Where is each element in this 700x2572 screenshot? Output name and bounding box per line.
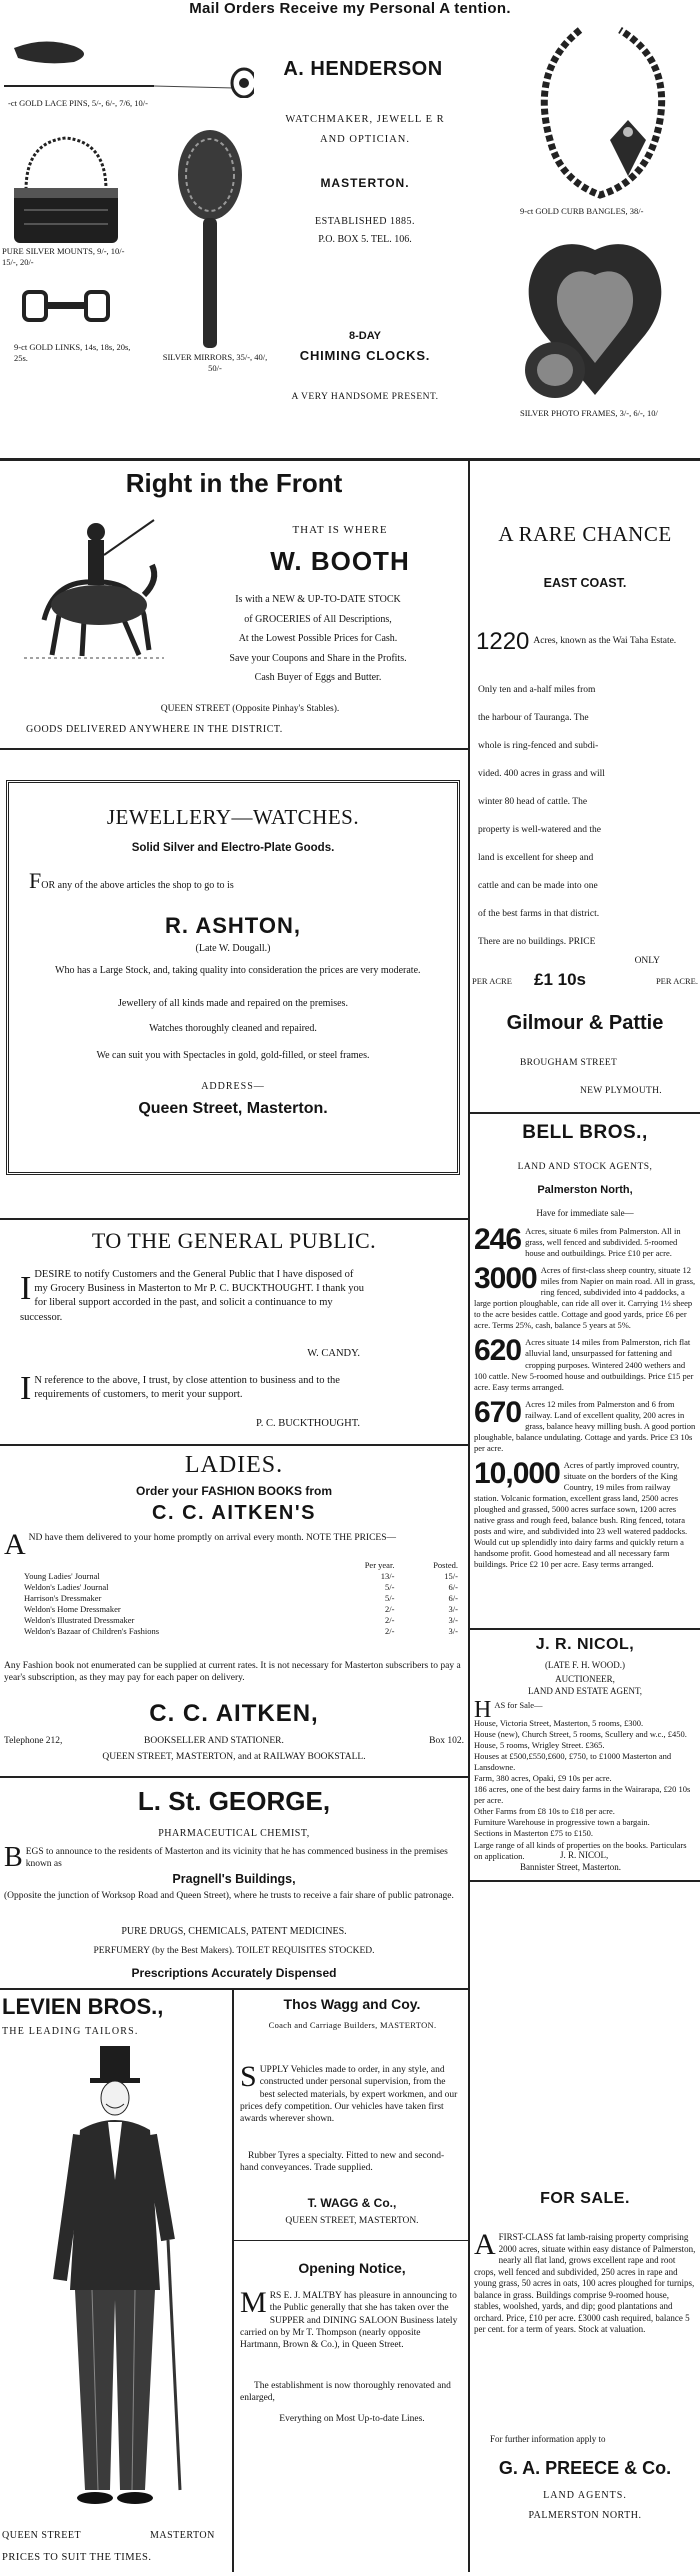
ashton-repair-2: Watches thoroughly cleaned and repaired. — [149, 1022, 317, 1034]
aitken-telephone: Telephone 212, — [4, 1736, 63, 1746]
henderson-banner: Mail Orders Receive my Personal A tention. — [189, 0, 511, 17]
opening-body — [240, 2286, 462, 2352]
aitken-note: Any Fashion book not enumerated can be supplied at current rates. It is not necessary for Masterton subscribers to pay a year's subscription, as they may pay for each paper on delivery. — [4, 1661, 461, 1684]
rare-line: There are no buildings. PRICE — [478, 937, 596, 947]
rare-lead — [476, 630, 694, 654]
henderson-contact: P.O. BOX 5. TEL. 106. — [318, 234, 412, 245]
gold-links-caption: 9-ct GOLD LINKS, 14s, 18s, 20s, 25s. — [14, 342, 131, 364]
levien-address-right: MASTERTON — [150, 2530, 215, 2541]
public-dropcap-2: I — [20, 1370, 32, 1407]
silver-photo-frame-illustration — [505, 235, 690, 410]
henderson-clocks: CHIMING CLOCKS. — [299, 348, 431, 363]
list-item — [474, 1265, 696, 1331]
opening-dropcap: M — [240, 2286, 267, 2319]
aitken-box: Box 102. — [429, 1736, 464, 1746]
preece-trade: LAND AGENTS. — [543, 2490, 627, 2501]
divider — [470, 1112, 700, 1114]
rare-only: ONLY — [634, 956, 660, 966]
booth-line: At the Lowest Possible Prices for Cash. — [238, 633, 398, 644]
opening-up-to-date: Everything on Most Up-to-date Lines. — [279, 2414, 425, 2424]
levien-tag: THE LEADING TAILORS. — [2, 2026, 139, 2037]
levien-prices: PRICES TO SUIT THE TIMES. — [2, 2552, 152, 2563]
ashton-subtitle: Solid Silver and Electro-Plate Goods. — [131, 842, 335, 854]
list-item: House, Victoria Street, Masterton, 5 rooms, £300. — [474, 1718, 644, 1728]
rare-per-acre-left: PER ACRE — [472, 976, 512, 986]
opening-body-text: RS E. J. MALTBY has pleasure in announcing to the Public generally that she has taken over the SUPPER and DINING SALOON Business lately carried on by Mr T. Thompson (nearly opposite Hartmann, Brown & Co.), in Queen Street. — [240, 2291, 458, 2351]
gold-curb-bangle-illustration — [520, 20, 680, 205]
aitken-name-2: C. C. AITKEN, — [149, 1700, 319, 1727]
booth-line: Cash Buyer of Eggs and Butter. — [254, 672, 382, 683]
rare-number: 1220 — [476, 628, 530, 655]
rare-line: Only ten and a-half miles from — [478, 685, 596, 695]
preece-name: G. A. PREECE & Co. — [498, 2458, 672, 2478]
booth-that-is: THAT IS WHERE — [292, 524, 388, 536]
list-item: 186 acres, one of the best dairy farms in the Wairarapa, £20 10s per acre. — [474, 1784, 691, 1806]
public-signature-1: W. CANDY. — [307, 1348, 360, 1359]
ashton-address-label: ADDRESS— — [201, 1080, 265, 1092]
booth-lines — [168, 590, 468, 688]
nicol-trade-2: LAND AND ESTATE AGENT, — [527, 1686, 643, 1696]
rare-town: NEW PLYMOUTH. — [580, 1086, 662, 1096]
book-title: Weldon's Illustrated Dressmaker — [24, 1615, 135, 1626]
list-item: Furniture Warehouse in progressive town a bargain. — [474, 1817, 650, 1828]
divider — [470, 1880, 700, 1882]
book-year: 5/- — [385, 1593, 395, 1604]
nicol-lead-text: AS for Sale— — [494, 1700, 543, 1710]
book-posted: 15/- — [444, 1571, 458, 1582]
wagg-address: QUEEN STREET, MASTERTON. — [285, 2216, 419, 2226]
ashton-late: (Late W. Dougall.) — [195, 943, 271, 954]
levien-name: LEVIEN BROS., — [2, 1994, 164, 2019]
book-year: 13/- — [380, 1571, 395, 1582]
item-text: Acres 12 miles from Palmerston and 6 from railway. Land of excellent quality, 200 acres in grass, balance heavy milling bush. A good portion ploughable, balance undulating. Cottage and yards. Price £3 10s per acre. — [474, 1398, 696, 1453]
booth-headline: Right in the Front — [125, 468, 343, 498]
list-item: Houses at £500,£550,£600, £750, to £1000 Masterton and Lansdowne. — [474, 1751, 672, 1773]
preece-title: FOR SALE. — [540, 2190, 630, 2207]
ashton-name: R. ASHTON, — [165, 913, 301, 938]
silver-mirrors-caption: SILVER MIRRORS, 35/-, 40/, 50/- — [162, 352, 268, 374]
list-item: Sections in Masterton £75 to £150. — [474, 1828, 593, 1839]
table-header-row — [22, 1560, 460, 1571]
divider — [0, 1988, 468, 1990]
book-posted: 3/- — [448, 1615, 458, 1626]
book-title: Weldon's Ladies' Journal — [24, 1582, 109, 1593]
nicol-signature: J. R. NICOL, — [560, 1850, 609, 1860]
table-row — [22, 1604, 460, 1615]
st-george-trade: PHARMACEUTICAL CHEMIST, — [158, 1828, 310, 1839]
booth-line: Is with a NEW & UP-TO-DATE STOCK — [235, 594, 401, 605]
public-para-2 — [20, 1370, 365, 1407]
lace-pins-caption: -ct GOLD LACE PINS, 5/-, 6/-, 7/6, 10/- — [8, 98, 149, 108]
rare-agent: Gilmour & Pattie — [506, 1012, 664, 1034]
henderson-established: ESTABLISHED 1885. — [315, 216, 415, 227]
rare-lines — [478, 676, 696, 956]
preece-body — [474, 2228, 696, 2336]
acre-number: 670 — [474, 1398, 522, 1429]
public-signature-2: P. C. BUCKTHOUGHT. — [256, 1418, 360, 1429]
ashton-address: Queen Street, Masterton. — [138, 1099, 328, 1117]
public-dropcap-1: I — [20, 1270, 32, 1307]
book-title: Weldon's Bazaar of Children's Fashions — [24, 1626, 160, 1637]
st-george-name: L. St. GEORGE, — [137, 1786, 331, 1816]
rare-lead-text: Acres, known as the Wai Taha Estate. — [533, 636, 677, 646]
nicol-trade: AUCTIONEER, — [555, 1674, 615, 1684]
aitken-intro-text: ND have them delivered to your home promptly on arrival every month. NOTE THE PRICES— — [28, 1533, 397, 1543]
st-george-intro-text: EGS to announce to the residents of Masterton and its vicinity that he has commenced business in the premises known as — [25, 1847, 448, 1870]
rare-region: EAST COAST. — [543, 576, 627, 590]
divider — [0, 458, 700, 461]
bell-trade: LAND AND STOCK AGENTS, — [517, 1162, 653, 1172]
ashton-stock: Who has a Large Stock, and, taking quality into consideration the prices are very moderate. — [55, 965, 421, 976]
booth-delivery: GOODS DELIVERED ANYWHERE IN THE DISTRICT. — [26, 724, 283, 735]
public-para-1 — [20, 1268, 365, 1325]
nicol-address: Bannister Street, Masterton. — [520, 1862, 621, 1872]
book-title: Young Ladies' Journal — [24, 1571, 100, 1582]
rare-line: vided. 400 acres in grass and will — [478, 769, 605, 779]
col-posted: Posted. — [433, 1560, 458, 1570]
aitken-contact-row — [4, 1736, 464, 1746]
divider — [234, 2240, 468, 2241]
rare-per-acre-right: PER ACRE. — [655, 976, 698, 986]
nicol-listings — [474, 1718, 696, 1862]
st-george-building: Pragnell's Buildings, — [172, 1872, 296, 1886]
book-title: Weldon's Home Dressmaker — [24, 1604, 121, 1615]
book-year: 2/- — [385, 1604, 395, 1615]
preece-apply: For further information apply to — [490, 2434, 606, 2444]
silver-mount-purse-illustration — [6, 130, 126, 245]
acre-number: 620 — [474, 1337, 522, 1368]
booth-line: Save your Coupons and Share in the Profits. — [229, 652, 407, 664]
item-text: Acres, situate 6 miles from Palmerston. All in grass, well fenced and subdivided. 5-roomed house and outbuildings. Price £10 per acre. — [525, 1226, 681, 1259]
ashton-repair-1: Jewellery of all kinds made and repaired on the premises. — [118, 997, 348, 1009]
preece-town: PALMERSTON NORTH. — [528, 2510, 642, 2521]
levien-address-left: QUEEN STREET — [2, 2530, 82, 2541]
st-george-intro — [4, 1842, 464, 1873]
ashton-dropcap: F — [29, 868, 42, 893]
aitken-title: LADIES. — [184, 1452, 284, 1478]
public-title: TO THE GENERAL PUBLIC. — [91, 1228, 377, 1253]
list-item: Large range of all kinds of properties on the books. Particulars on application. — [474, 1839, 687, 1861]
list-item — [474, 1226, 696, 1259]
henderson-trade: WATCHMAKER, JEWELL E R AND OPTICIAN. — [285, 114, 445, 145]
list-item: House, 5 rooms, Wrigley Street. £365. — [474, 1740, 605, 1751]
henderson-present: A VERY HANDSOME PRESENT. — [291, 392, 439, 402]
nicol-late: (LATE F. H. WOOD.) — [544, 1660, 626, 1670]
wagg-body-text: UPPLY Vehicles made to order, in any style, and constructed under personal supervision, from the best selected materials, by expert workmen, and our prices defy competition. Our vehicles have taken first awards wherever shown. — [240, 2065, 458, 2125]
table-row — [22, 1593, 460, 1604]
booth-name: W. BOOTH — [270, 546, 410, 576]
aitken-trade: BOOKSELLER AND STATIONER. — [144, 1736, 284, 1746]
fashion-books-table — [22, 1560, 460, 1637]
rare-title: A RARE CHANCE — [498, 522, 672, 546]
acre-number: 246 — [474, 1226, 522, 1256]
ashton-intro — [29, 868, 457, 899]
gold-bangles-caption: 9-ct GOLD CURB BANGLES, 38/- — [520, 206, 644, 216]
rare-line: property is well-watered and the — [478, 825, 601, 835]
booth-line: of GROCERIES of All Descriptions, — [244, 613, 392, 625]
acre-number: 10,000 — [474, 1459, 560, 1490]
item-text: Acres situate 14 miles from Palmerston, rich flat alluvial land, unsurpassed for fattening and cropping purposes. Wintered 2400 wethers and 100 cattle. New 5-roomed house and outbuildings. Price £15 per acre. Easy terms arranged. — [474, 1337, 694, 1392]
book-posted: 3/- — [448, 1604, 458, 1615]
list-item: Farm, 380 acres, Opaki, £9 10s per acre. — [474, 1773, 612, 1784]
aitken-dropcap: A — [4, 1528, 26, 1561]
column-divider — [468, 461, 470, 2572]
public-text-1: DESIRE to notify Customers and the General Public that I have disposed of my Grocery Business in Masterton to Mr P. C. BUCKTHOUGHT. I thank you for liberal support accorded in the past, and solicit a continuance to my successor. — [20, 1269, 364, 1323]
st-george-location: (Opposite the junction of Worksop Road and Queen Street), where he trusts to receive a fair share of public patronage. — [4, 1891, 454, 1901]
divider — [0, 1218, 468, 1220]
list-item: House (new), Church Street, 5 rooms, Scullery and w.c., £450. — [474, 1729, 687, 1740]
rare-line: cattle and can be made into one — [478, 881, 598, 891]
rare-line: whole is ring-fenced and subdi- — [478, 741, 599, 751]
henderson-town: MASTERTON. — [320, 176, 410, 190]
opening-renovated: The establishment is now thoroughly renovated and enlarged, — [240, 2381, 451, 2404]
list-item: Other Farms from £8 10s to £18 per acre. — [474, 1806, 615, 1817]
book-posted: 3/- — [448, 1626, 458, 1637]
wagg-dropcap: S — [240, 2060, 257, 2093]
divider — [0, 1776, 468, 1778]
ashton-spectacles: We can suit you with Spectacles in gold, gold-filled, or steel frames. — [96, 1049, 370, 1061]
rare-line: of the best farms in that district. — [478, 909, 600, 919]
preece-body-text: FIRST-CLASS fat lamb-raising property comprising 2000 acres, situate within easy distance of Palmerston, nearly all flat land, grows excellent rape and root crops, well fenced and subdivided, 250 acres in rape and young grass, 50 acres in oats, 100 acres ploughed for turnips, balance in grass. Buildings comprise 9-roomed house, stables, woolshed, yards, and dip; good plantations and orchard. Price, £10 per acre. £3000 cash required, balance 5 per cent. for a term of years. Stock at valuation. — [474, 2232, 696, 2335]
book-year: 2/- — [385, 1615, 395, 1626]
book-posted: 6/- — [448, 1593, 458, 1604]
bell-listings — [474, 1226, 696, 1576]
book-title: Harrison's Dressmaker — [24, 1593, 102, 1604]
rare-line: the harbour of Tauranga. The — [478, 713, 589, 723]
bell-name: BELL BROS., — [522, 1122, 648, 1143]
bell-have: Have for immediate sale— — [536, 1208, 634, 1218]
book-year: 2/- — [385, 1626, 395, 1637]
st-george-prescriptions: Prescriptions Accurately Dispensed — [131, 1966, 337, 1980]
booth-address: QUEEN STREET (Opposite Pinhay's Stables). — [160, 704, 340, 714]
table-row — [22, 1615, 460, 1626]
table-row — [22, 1626, 460, 1637]
st-george-drugs: PURE DRUGS, CHEMICALS, PATENT MEDICINES. — [121, 1926, 347, 1937]
public-text-2: N reference to the above, I trust, by close attention to business and to the requirements of customers, to merit your support. — [34, 1375, 340, 1401]
henderson-name: A. HENDERSON — [283, 58, 443, 80]
delivery-rider-illustration — [24, 510, 164, 660]
silver-mirror-illustration — [170, 120, 250, 350]
divider — [0, 748, 468, 750]
rare-line: winter 80 head of cattle. The — [478, 797, 588, 807]
table-row — [22, 1571, 460, 1582]
divider — [470, 1628, 700, 1630]
wagg-name: Thos Wagg and Coy. — [283, 1996, 421, 2012]
ashton-ad — [6, 780, 460, 1175]
aitken-intro — [4, 1528, 462, 1561]
aitken-name: C. C. AITKEN'S — [152, 1502, 316, 1524]
ashton-title: JEWELLERY—WATCHES. — [106, 805, 360, 829]
acre-number: 3000 — [474, 1265, 537, 1296]
st-george-dropcap: B — [4, 1842, 23, 1873]
opening-title: Opening Notice, — [298, 2260, 406, 2276]
wagg-body — [240, 2060, 462, 2126]
photo-frames-caption: SILVER PHOTO FRAMES, 3/-, 6/-, 10/ — [520, 408, 658, 418]
aitken-address: QUEEN STREET, MASTERTON, and at RAILWAY BOOKSTALL. — [102, 1752, 366, 1762]
wagg-tyres: Rubber Tyres a specialty. Fitted to new and second-hand conveyances. Trade supplied. — [240, 2151, 445, 2174]
gentleman-figure-illustration — [40, 2040, 190, 2520]
wagg-trade: Coach and Carriage Builders, MASTERTON. — [268, 2020, 437, 2030]
ashton-intro-text: OR any of the above articles the shop to go to is — [41, 880, 234, 891]
rare-line: land is excellent for sheep and — [478, 853, 594, 863]
nicol-dropcap: H — [474, 1697, 492, 1723]
divider — [232, 1990, 234, 2572]
gold-links-illustration — [20, 270, 115, 340]
wagg-signature: T. WAGG & Co., — [307, 2196, 397, 2210]
list-item — [474, 1337, 696, 1392]
book-posted: 6/- — [448, 1582, 458, 1593]
gold-lace-pin-illustration — [4, 28, 254, 98]
table-row — [22, 1582, 460, 1593]
item-text: Acres of partly improved country, situate on the borders of the King Country, 19 miles from railway station. Volcanic formation, excellent grass land, 2500 acres ploughed and grassed, 5000 acres surface sown, 1200 acres native grass and rough feed, balance bush. Ring fenced, totara posts and wire, and subdivided into 23 well watered paddocks. Would cut up splendidly into dairy farms and quickly return a handsome profit. Good homestead and all necessary farm buildings. Price £2 10 per acre. Easy terms arranged. — [474, 1459, 688, 1570]
rare-price-row — [472, 970, 698, 992]
silver-mounts-caption: PURE SILVER MOUNTS, 9/-, 10/- 15/-, 20/- — [2, 246, 125, 268]
rare-street: BROUGHAM STREET — [520, 1058, 618, 1068]
col-per-year: Per year. — [364, 1560, 395, 1570]
list-item — [474, 1460, 696, 1570]
henderson-clocks-head: 8-DAY — [349, 330, 381, 342]
book-year: 5/- — [385, 1582, 395, 1593]
rare-price: £1 10s — [534, 970, 586, 989]
st-george-perfumery: PERFUMERY (by the Best Makers). TOILET REQUISITES STOCKED. — [93, 1946, 375, 1956]
divider — [0, 1444, 468, 1446]
aitken-order: Order your FASHION BOOKS from — [135, 1484, 333, 1498]
nicol-name: J. R. NICOL, — [535, 1636, 635, 1653]
list-item — [474, 1399, 696, 1454]
bell-town: Palmerston North, — [537, 1184, 633, 1196]
item-text: Acres of first-class sheep country, situate 12 miles from Napier on main road. All in grass, ring fenced, subdivided into 4 paddocks, a large portion ploughable, can ride all over it. Carrying 1½ sheep to the acre besides cattle. Cottage and good yards, price £6 per acre. Terms 25%, cash, balance 5 years at 5%. — [474, 1265, 696, 1331]
preece-dropcap: A — [474, 2228, 496, 2261]
